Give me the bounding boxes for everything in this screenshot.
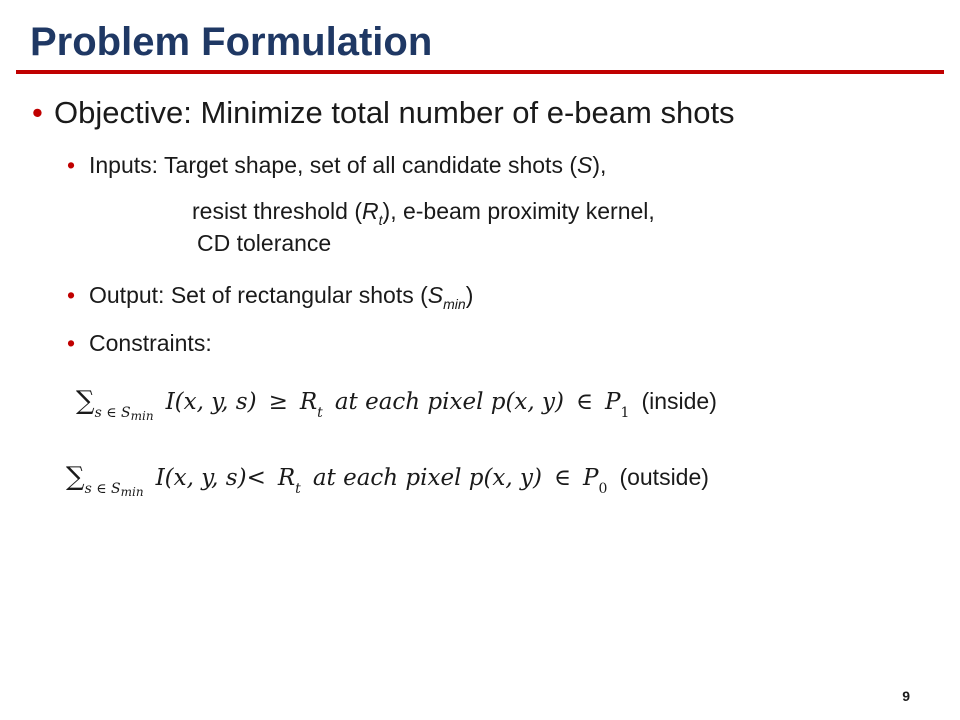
inputs-line2-a: resist threshold ( [192, 198, 363, 224]
output-bullet [67, 280, 473, 310]
inputs-label: Inputs: [89, 152, 165, 178]
sum-subscript: s ∈ Smin [84, 481, 144, 499]
element-of-symbol: ∈ [554, 465, 572, 491]
inputs-bullet [67, 150, 606, 180]
threshold-subscript: t [295, 481, 301, 497]
inputs-line3: CD tolerance [197, 230, 332, 256]
lhs-expression: I(x, y, s) [155, 465, 247, 491]
constraint-inside [76, 386, 717, 423]
output-suffix: ) [465, 282, 474, 308]
threshold-symbol: R [299, 389, 318, 415]
inputs-line2-r: R [362, 198, 379, 224]
lhs-expression: I(x, y, s) [165, 389, 257, 415]
sum-symbol: ∑ [66, 462, 85, 492]
constraints-bullet [67, 328, 212, 358]
pixel-condition: at each pixel p(x, y) [312, 465, 542, 491]
threshold-subscript: t [317, 405, 323, 421]
inputs-line1-s: S [577, 152, 593, 178]
sum-symbol: ∑ [76, 386, 95, 416]
page-number: 9 [902, 688, 910, 704]
constraint-note: (inside) [641, 388, 717, 414]
pixel-condition: at each pixel p(x, y) [334, 389, 564, 415]
inputs-line1-a: Target shape, set of all candidate shots ( [164, 152, 577, 178]
constraint-note: (outside) [619, 464, 709, 490]
bullet-dot: • [67, 152, 76, 178]
slide-title: Problem Formulation [30, 20, 433, 64]
inputs-line2 [192, 196, 655, 226]
inputs-line2-sub: t [378, 212, 383, 228]
set-subscript: 1 [620, 405, 630, 421]
sum-subscript: s ∈ Smin [94, 405, 154, 423]
threshold-symbol: R [277, 465, 296, 491]
bullet-dot: • [32, 95, 43, 130]
element-of-symbol: ∈ [576, 389, 594, 415]
inputs-line2-b: ), e-beam proximity kernel, [382, 198, 655, 224]
objective-bullet [32, 93, 735, 133]
set-subscript: 0 [598, 481, 608, 497]
objective-text: Objective: Minimize total number of e-beam shots [54, 95, 735, 130]
operator: < [246, 465, 266, 491]
bullet-dot: • [67, 330, 76, 356]
set-symbol: P [583, 465, 599, 491]
output-s: S [427, 282, 444, 308]
constraint-outside [66, 462, 709, 499]
set-symbol: P [605, 389, 621, 415]
output-sub: min [443, 296, 466, 312]
constraints-label: Constraints: [89, 330, 212, 356]
operator: ≥ [268, 389, 288, 415]
title-rule [16, 70, 944, 74]
output-prefix: Output: Set of rectangular shots ( [89, 282, 428, 308]
bullet-dot: • [67, 282, 76, 308]
inputs-line1-b: ), [592, 152, 607, 178]
